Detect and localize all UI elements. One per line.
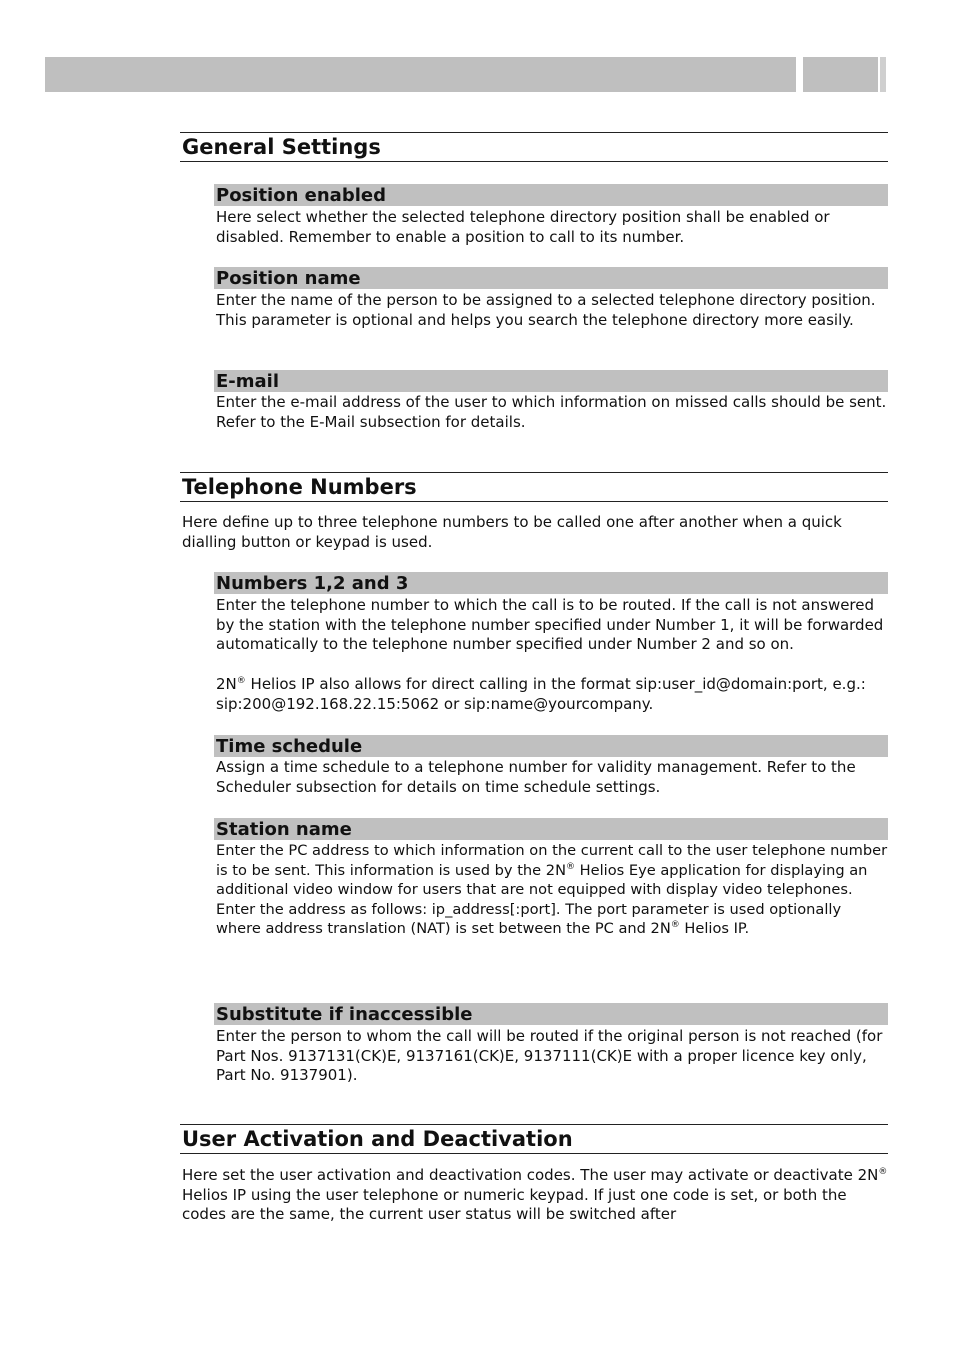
subheading-substitute: Substitute if inaccessible — [214, 1003, 888, 1025]
paragraph-user-activation — [182, 1166, 888, 1225]
registered-mark: ® — [878, 1167, 888, 1177]
station-text-b: Helios Eye application for displaying an additional video window for users that are not equipped with display video telephones. Enter the address as follows: ip_address[:port]. The port parameter is used optionally where address translation (NAT) is set between the PC and 2N — [216, 861, 868, 938]
heading-user-activation: User Activation and Deactivation — [180, 1124, 888, 1154]
station-text-c: Helios IP. — [679, 920, 750, 938]
heading-telephone-numbers: Telephone Numbers — [180, 472, 888, 502]
brand-2n: 2N — [216, 675, 237, 693]
paragraph-substitute: Enter the person to whom the call will be routed if the original person is not reached (for Part Nos. 9137131(CK)E, 9137161(CK)E, 9137111(CK)E with a proper licence key only, Part No. 9137901). — [216, 1027, 883, 1085]
station-text-a: Enter the PC address to which information on the current call to the user telephone number is to be sent. This information is used by the 2N — [216, 842, 888, 879]
subheading-station-name: Station name — [214, 818, 888, 840]
page-header-tab-edge — [880, 57, 886, 92]
paragraph-time-schedule: Assign a time schedule to a telephone number for validity management. Refer to the Scheduler subsection for details on time schedule settings. — [216, 758, 856, 796]
paragraph-station-name — [216, 841, 888, 939]
subheading-position-enabled: Position enabled — [214, 184, 888, 206]
subheading-email: E-mail — [214, 370, 888, 392]
paragraph-numbers-direct-calling — [216, 675, 888, 714]
paragraph-telephone-intro: Here define up to three telephone numbers to be called one after another when a quick dialling button or keypad is used. — [182, 513, 842, 551]
subheading-time-schedule: Time schedule — [214, 735, 888, 757]
subheading-position-name: Position name — [214, 267, 888, 289]
paragraph-email: Enter the e-mail address of the user to which information on missed calls should be sent. Refer to the E-Mail subsection for details. — [216, 393, 887, 431]
registered-mark: ® — [670, 920, 680, 931]
paragraph-numbers: Enter the telephone number to which the call is to be routed. If the call is not answered by the station with the telephone number specified under Number 1, it will be forwarded automatically to the telephone number specified under Number 2 and so on. — [216, 596, 884, 654]
paragraph-position-name: Enter the name of the person to be assigned to a selected telephone directory position. This parameter is optional and helps you search the telephone directory more easily. — [216, 291, 876, 329]
registered-mark: ® — [566, 861, 575, 872]
activation-text-b: Helios IP using the user telephone or numeric keypad. If just one code is set, or both the codes are the same, the current user status will be switched after — [182, 1185, 847, 1224]
page-header-tab — [803, 57, 878, 92]
page-header-bar — [45, 57, 796, 92]
paragraph-position-enabled: Here select whether the selected telephone directory position shall be enabled or disabled. Remember to enable a position to call to its number. — [216, 208, 830, 246]
activation-text-a: Here set the user activation and deactivation codes. The user may activate or deactivate 2N — [182, 1166, 879, 1184]
registered-mark: ® — [236, 676, 246, 686]
direct-calling-text: Helios IP also allows for direct calling in the format sip:user_id@domain:port, e.g.: sip:200@192.168.22.15:5062 or sip:name@yourcompany. — [216, 675, 866, 713]
heading-general-settings: General Settings — [180, 132, 888, 162]
subheading-numbers: Numbers 1,2 and 3 — [214, 572, 888, 594]
